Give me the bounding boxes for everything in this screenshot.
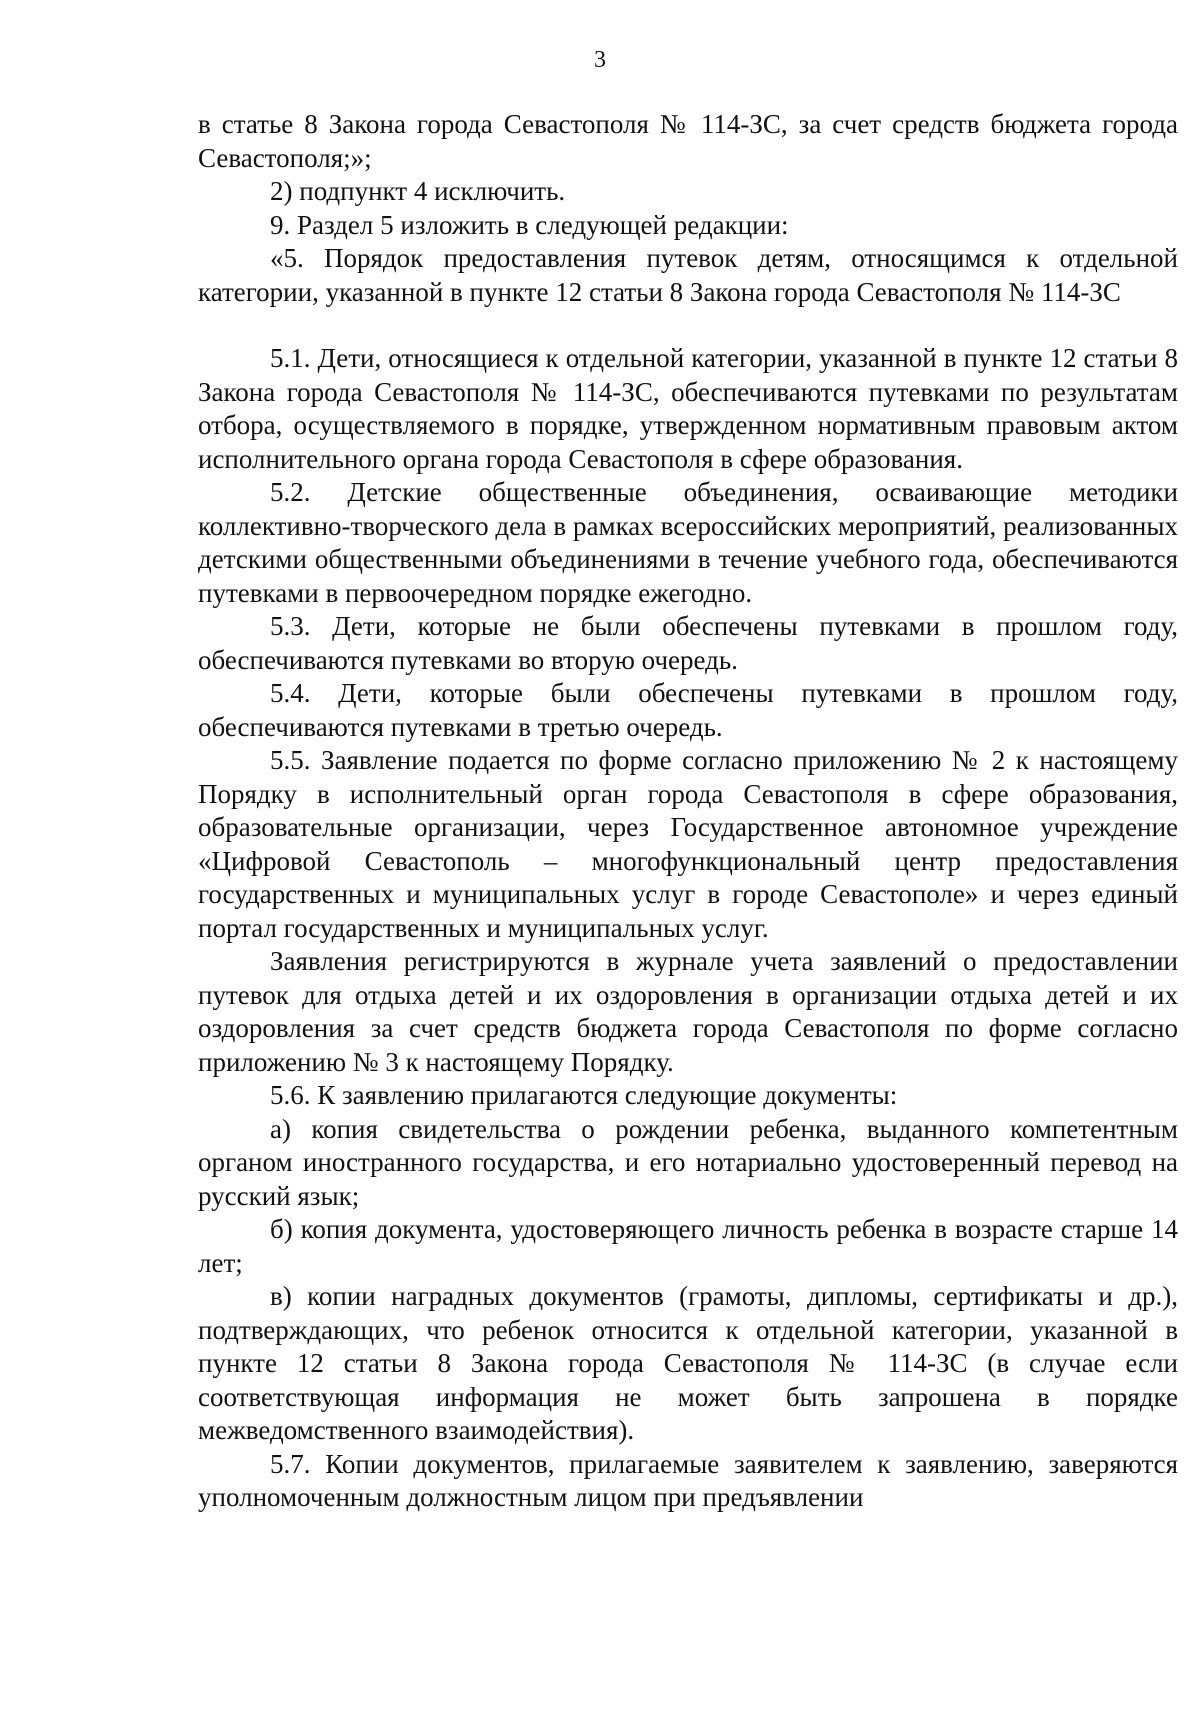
list-item-v: в) копии наградных документов (грамоты, дипломы, сертификаты и др.), подтверждающих, что ребенок относится к отдельной категории, указанной в пункте 12 статьи 8 Закона города Севастополя № 114-ЗС (в случае если соответствующая информация не может быть запрошена в порядке межведомственного взаимодействия). bbox=[198, 1281, 1178, 1445]
paragraph-subitem-2: 2) подпункт 4 исключить. bbox=[270, 176, 566, 206]
list-item-b: б) копия документа, удостоверяющего личность ребенка в возрасте старше 14 лет; bbox=[198, 1214, 1178, 1278]
paragraph-5-1: 5.1. Дети, относящиеся к отдельной категории, указанной в пункте 12 статьи 8 Закона города Севастополя № 114-ЗС, обеспечиваются путевками по результатам отбора, осуществляемого в порядке, утвержденном нормативным правовым актом исполнительного органа города Севастополя в сфере образования. bbox=[198, 343, 1178, 474]
section-5-heading: «5. Порядок предоставления путевок детям, относящимся к отдельной категории, указанной в пункте 12 статьи 8 Закона города Севастополя № 114-ЗС bbox=[198, 243, 1178, 307]
paragraph-continuation: в статье 8 Закона города Севастополя № 114-ЗС, за счет средств бюджета города Севастополя;»; bbox=[198, 109, 1178, 173]
page-number: 3 bbox=[594, 47, 606, 73]
paragraph-5-2: 5.2. Детские общественные объединения, осваивающие методики коллективно-творческого дела в рамках всероссийских мероприятий, реализованных детскими общественными объединениями в течение учебного года, обеспечиваются путевками в первоочередном порядке ежегодно. bbox=[198, 477, 1178, 608]
paragraph-5-4: 5.4. Дети, которые были обеспечены путевками в прошлом году, обеспечиваются путевками в третью очередь. bbox=[198, 678, 1178, 742]
document-body bbox=[198, 108, 1178, 1515]
paragraph-item-9: 9. Раздел 5 изложить в следующей редакции: bbox=[270, 209, 789, 240]
paragraph-applications-registration: Заявления регистрируются в журнале учета заявлений о предоставлении путевок для отдыха детей и их оздоровления в организации отдыха детей и их оздоровления за счет средств бюджета города Севастополя по форме согласно приложению № 3 к настоящему Порядку. bbox=[198, 946, 1178, 1077]
paragraph-5-7: 5.7. Копии документов, прилагаемые заявителем к заявлению, заверяются уполномоченным должностным лицом при предъявлении bbox=[198, 1448, 1178, 1512]
paragraph-5-5: 5.5. Заявление подается по форме согласно приложению № 2 к настоящему Порядку в исполнительный орган города Севастополя в сфере образования, образовательные организации, через Государственное автономное учреждение «Цифровой Севастополь – многофункциональный центр предоставления государственных и муниципальных услуг в городе Севастополе» и через единый портал государственных и муниципальных услуг. bbox=[198, 745, 1178, 943]
list-item-a: а) копия свидетельства о рождении ребенка, выданного компетентным органом иностранного государства, и его нотариально удостоверенный перевод на русский язык; bbox=[198, 1113, 1178, 1211]
paragraph-5-6: 5.6. К заявлению прилагаются следующие документы: bbox=[270, 1080, 898, 1110]
paragraph-5-3: 5.3. Дети, которые не были обеспечены путевками в прошлом году, обеспечиваются путевками во вторую очередь. bbox=[198, 611, 1178, 675]
